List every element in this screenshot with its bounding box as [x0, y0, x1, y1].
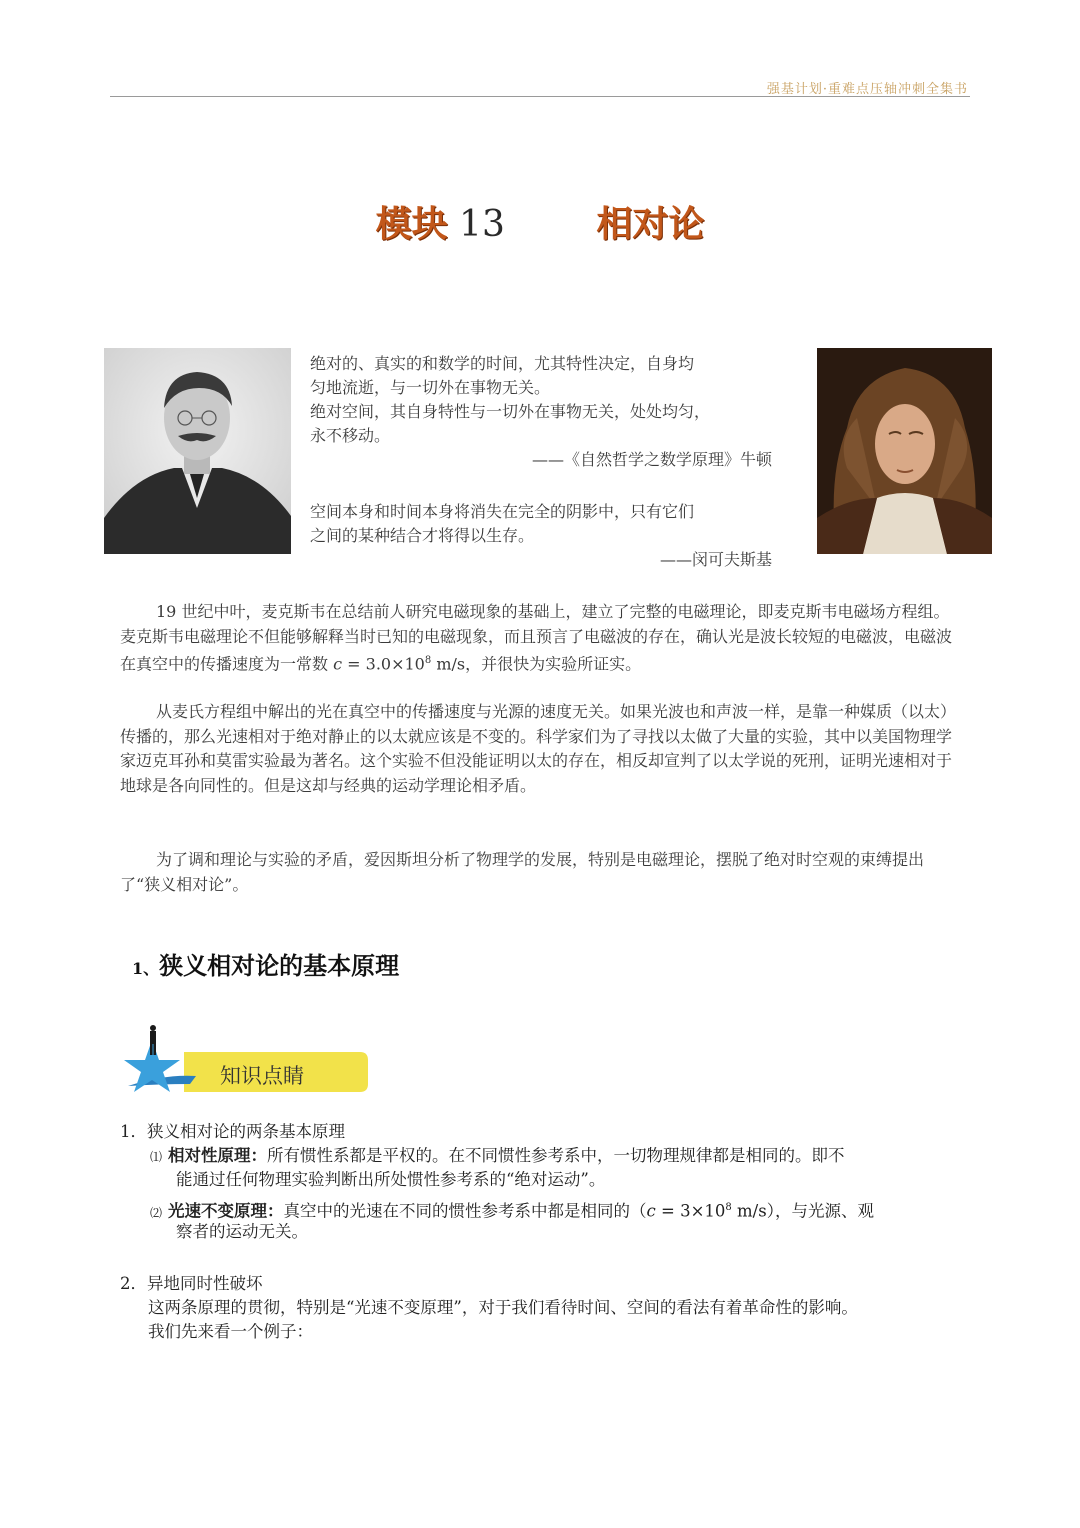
- knowledge-banner: [124, 1022, 374, 1102]
- item-2-line-1: 这两条原理的贯彻，特别是“光速不变原理”，对于我们看待时间、空间的看法有着革命性的影响。: [148, 1298, 858, 1317]
- principle-relativity-cont: 能通过任何物理实验判断出所处惯性参考系的“绝对运动”。: [176, 1170, 606, 1189]
- item-2-line-2: 我们先来看一个例子：: [148, 1322, 313, 1341]
- title-subject: 相对论: [596, 203, 705, 245]
- formula-unit: m/s: [731, 1201, 767, 1221]
- paragraph-3: 为了调和理论与实验的矛盾，爱因斯坦分析了物理学的发展，特别是电磁理论，摆脱了绝对时空观的束缚提出了“狭义相对论”。: [120, 850, 925, 894]
- principle-relativity: [150, 1144, 970, 1169]
- list-marker: ⑴: [150, 1150, 163, 1164]
- newton-portrait: [817, 348, 992, 554]
- quote-attribution: ——闵可夫斯基: [659, 550, 772, 569]
- formula-var: c: [646, 1201, 656, 1221]
- page-title: [0, 196, 1080, 247]
- quote-line: 空间本身和时间本身将消失在完全的阴影中，只有它们: [310, 502, 695, 521]
- formula: = 3.0×10: [342, 654, 425, 674]
- text: 19 世纪中叶，麦克斯韦在总结前人研究电磁现象的基础上，建立了完整的电磁理论，即麦克斯韦电磁场方程组。麦克斯韦电磁理论不但能够解释当时已知的电磁现象，而且预言了电磁波的存在，确认光是波长较短的电磁波，电磁波在真空中的传播速度为一常数: [120, 602, 953, 674]
- section-heading: [132, 946, 399, 981]
- principle-name: 相对性原理：: [168, 1146, 268, 1165]
- paragraph-1: [120, 600, 962, 677]
- text: ，并很快为实验所证实。: [465, 654, 642, 674]
- title-number: 13: [447, 204, 505, 245]
- section-number: 1、: [132, 959, 160, 978]
- minkowski-quote: [310, 500, 772, 572]
- quote-line: 永不移动。: [310, 426, 391, 445]
- principle-light-speed-cont: 察者的运动无关。: [176, 1222, 308, 1241]
- quote-line: 匀地流逝，与一切外在事物无关。: [310, 378, 551, 397]
- formula-unit: m/s: [431, 654, 466, 674]
- paragraph-2: 从麦氏方程组中解出的光在真空中的传播速度与光源的速度无关。如果光波也和声波一样，是靠一种媒质（以太）传播的，那么光速相对于绝对静止的以太就应该是不变的。科学家们为了寻找以太做了大量的实验，其中以美国物理学家迈克耳孙和莫雷实验最为著名。这个实验不但没能证明以太的存在，相反却宣判了以太学说的死刑，证明光速相对于地球是各向同性的。但是这却与经典的运动学理论相矛盾。: [120, 702, 957, 795]
- principle-text: 所有惯性系都是平权的。在不同惯性参考系中，一切物理规律都是相同的。即不: [267, 1146, 845, 1165]
- title-prefix: 模块: [375, 203, 448, 245]
- quote-line: 绝对空间，其自身特性与一切外在事物无关，处处均匀，: [310, 402, 711, 421]
- item-2-title: 2．异地同时性破坏: [120, 1274, 263, 1293]
- title-gap: [505, 204, 597, 245]
- formula-var: c: [333, 654, 343, 674]
- minkowski-portrait: [104, 348, 291, 554]
- principle-name: 光速不变原理：: [168, 1201, 284, 1221]
- section-title-text: 狭义相对论的基本原理: [159, 952, 400, 980]
- banner-label: 知识点睛: [220, 1064, 304, 1088]
- series-title: 强基计划·重难点压轴冲刺全集书: [766, 82, 968, 97]
- quote-line: 绝对的、真实的和数学的时间，尤其特性决定，自身均: [310, 354, 695, 373]
- formula-exponent: 8: [725, 1202, 732, 1213]
- quote-attribution: ——《自然哲学之数学原理》牛顿: [531, 450, 772, 469]
- principle-text: 真空中的光速在不同的惯性参考系中都是相同的（: [283, 1201, 647, 1221]
- item-1-title: 1．狭义相对论的两条基本原理: [120, 1122, 345, 1141]
- newton-quote: [310, 352, 772, 472]
- list-marker: ⑵: [150, 1205, 163, 1220]
- principle-text: ），与光源、观: [766, 1201, 874, 1221]
- formula-exponent: 8: [424, 655, 432, 666]
- formula: = 3×10: [655, 1201, 726, 1221]
- quote-line: 之间的某种结合才将得以生存。: [310, 526, 535, 545]
- header-rule: [110, 96, 970, 97]
